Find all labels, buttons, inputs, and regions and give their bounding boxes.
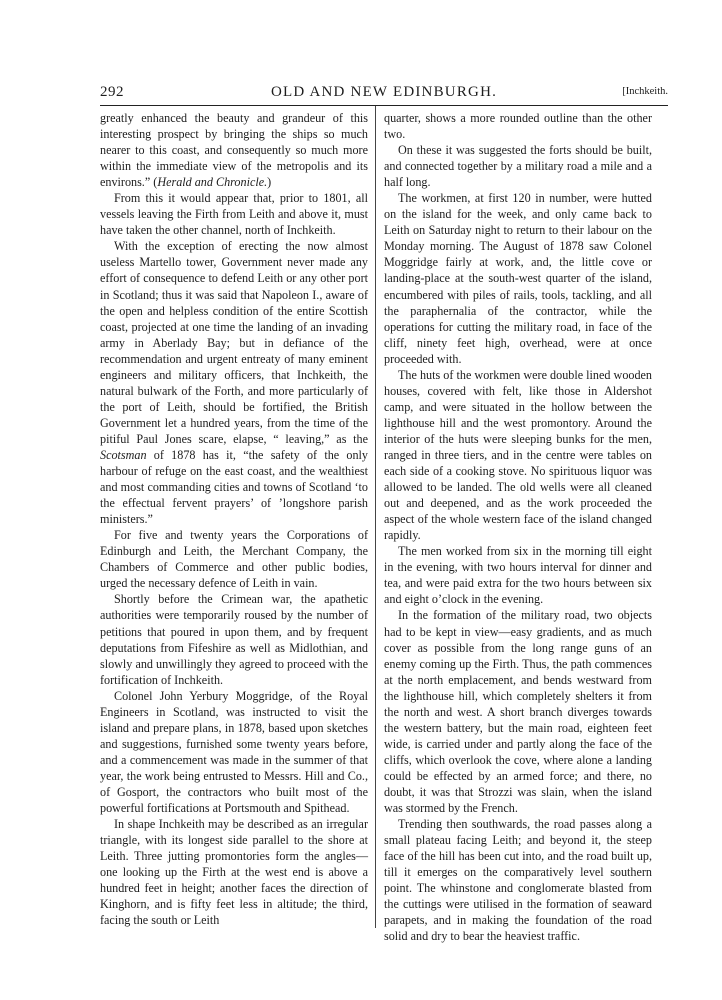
paragraph-text: greatly enhanced the beauty and grandeur of this interesting prospect by bringing the ships so much nearer to this coast, and consequently so much more within the immediate view of the metropolis and its environs.” ( (100, 111, 368, 190)
column-divider (375, 106, 376, 928)
paragraph: The huts of the workmen were double lined wooden houses, covered with felt, like those in Aldershot camp, and were situated in the hollow between the lighthouse hill and the west promontory. Around the interior of the huts were sleeping bunks for the men, ranged in three tiers, and in the centre were tables on each side of a cooking stove. No spirituous liquor was allowed to be landed. The old wells were all cleaned out and deepened, and as the work proceeded the aspect of the whole western face of the island changed rapidly. (384, 367, 652, 543)
header-rule (100, 105, 668, 106)
paragraph (100, 238, 368, 527)
paragraph (100, 110, 368, 190)
paragraph: Trending then southwards, the road passes along a small plateau facing Leith; and beyond it, the steep face of the hill has been cut into, and the road built up, till it emerges on the comparatively level southern point. The whinstone and conglomerate blasted from the cuttings were utilised in the formation of seaward parapets, and in making the foundation of the road solid and dry to bear the heaviest traffic. (384, 817, 652, 944)
paragraph: quarter, shows a more rounded outline than the other two. (384, 111, 652, 142)
paragraph: Shortly before the Crimean war, the apathetic authorities were temporarily roused by the number of petitions that poured in upon them, and by frequent deputations from Fifeshire as well as Midlothian, and slowly and unwillingly they agreed to proceed with the fortification of Inchkeith. (100, 592, 368, 687)
paragraph-text: ) (267, 175, 272, 190)
paragraph: The men worked from six in the morning till eight in the evening, with two hours interval for dinner and tea, and were paid extra for the two hours between six and eight o’clock in the evening. (384, 544, 652, 607)
paragraph: From this it would appear that, prior to 1801, all vessels leaving the Firth from Leith and above it, must have taken the other channel, north of Inchkeith. (100, 191, 368, 238)
paragraph-text: of 1878 has it, “the safety of the only harbour of refuge on the east coast, and the wealthiest and most commanding cities and towns of Scotland ‘to the effectual fervent prayers’ of ’longshore parish ministers.” (100, 447, 368, 527)
right-column (384, 110, 652, 944)
newspaper-name: Scotsman (100, 447, 147, 462)
paragraph-text: With the exception of erecting the now almost useless Martello tower, Government never made any effort of consequence to defend Leith or any other port in Scotland; thus it was said that Napoleon I., aware of the open and helpless condition of the entire Scottish coast, projected at one time the landing of an invading army in Aberlady Bay; but in defiance of the recommendation and urgent entreaty of many eminent engineers and military officers, that Inchkeith, the natural bulwark of the Forth, and more particularly of the port of Leith, should be fortified, the British Government let a hundred years, from the time of the pitiful Paul Jones scare, elapse, “ leaving,” as the (100, 239, 368, 446)
paragraph: For five and twenty years the Corporations of Edinburgh and Leith, the Merchant Company, the Chambers of Commerce and other public bodies, urged the necessary defence of Leith in vain. (100, 528, 368, 591)
paragraph: The workmen, at first 120 in number, were hutted on the island for the week, and only came back to Leith on Saturday night to return to their labour on the Monday morning. The August of 1878 saw Colonel Moggridge fairly at work, and, the little cove or landing-place at the south-west quarter of the island, encumbered with piles of rails, tools, tackling, and all the paraphernalia of the contractor, while the operations for cutting the military road, in face of the cliff, ninety feet high, overhead, were at once proceeded with. (384, 191, 652, 366)
page-number: 292 (100, 84, 124, 100)
page-header (100, 84, 668, 104)
paragraph: On these it was suggested the forts should be built, and connected together by a military road a mile and a half long. (384, 143, 652, 190)
running-title: OLD AND NEW EDINBURGH. (270, 84, 498, 100)
paragraph: In shape Inchkeith may be described as an irregular triangle, with its longest side parallel to the shore at Leith. Three jutting promontories form the angles—one looking up the Firth at the west end is above a hundred feet in height; another faces the direction of Kinghorn, and is fifty feet less in altitude; the third, facing the south or Leith (100, 817, 368, 928)
paragraph: Colonel John Yerbury Moggridge, of the Royal Engineers in Scotland, was instructed to visit the island and prepare plans, in 1878, based upon sketches and suggestions, furnished some twenty years before, and a commencement was made in the summer of that year, the work being entrusted to Messrs. Hill and Co., of Gosport, the contractors who built most of the powerful fortifications at Portsmouth and Spithead. (100, 688, 368, 816)
paragraph: In the formation of the military road, two objects had to be kept in view—easy gradients, and as much cover as possible from the long range guns of an enemy coming up the Firth. Thus, the path commences at the north emplacement, and bends westward from the lighthouse hill, which completely shelters it from the north and west. A short branch diverges towards the western battery, but the main road, eighteen feet wide, is carried under and partly along the face of the cliffs, which overlook the cove, where alone a landing could be effected by an armed force; and there, no doubt, it was that Strozzi was slain, when the island was stormed by the French. (384, 608, 652, 816)
left-column (100, 110, 368, 936)
source-citation: Herald and Chronicle. (157, 175, 268, 190)
section-label: [Inchkeith. (622, 86, 668, 97)
